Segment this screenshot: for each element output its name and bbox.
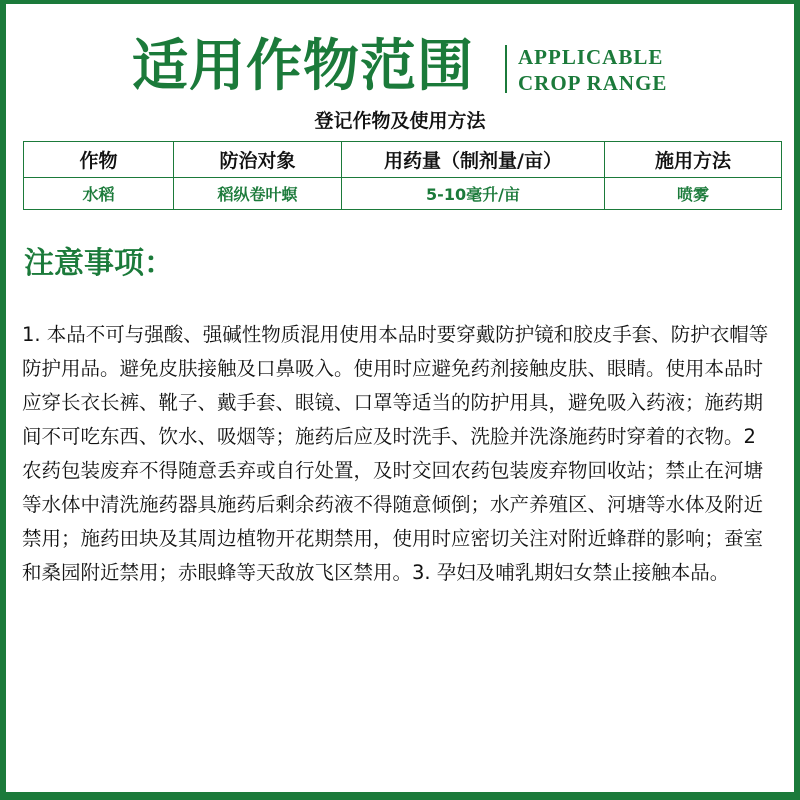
column-header-method: 施用方法	[605, 142, 782, 178]
column-header-crop: 作物	[24, 142, 174, 178]
table-row	[24, 178, 782, 210]
page-title-english	[518, 44, 667, 96]
table-caption: 登记作物及使用方法	[314, 110, 486, 132]
cell-dosage: 5-10毫升/亩	[342, 178, 605, 210]
top-border	[0, 0, 800, 4]
cell-crop: 水稻	[24, 178, 174, 210]
table-header-row	[24, 142, 782, 178]
notice-body: 1. 本品不可与强酸、强碱性物质混用使用本品时要穿戴防护镜和胶皮手套、防护衣帽等防护用品。避免皮肤接触及口鼻吸入。使用时应避免药剂接触皮肤、眼睛。使用本品时应穿长衣长裤、靴子、戴手套、眼镜、口罩等适当的防护用具，避免吸入药液；施药期间不可吃东西、饮水、吸烟等；施药后应及时洗手、洗脸并洗涤施药时穿着的衣物。2 农药包装废弃不得随意丢弃或自行处置，及时交回农药包装废弃物回收站；禁止在河塘等水体中清洗施药器具施药后剩余药液不得随意倾倒；水产养殖区、河塘等水体及附近禁用；施药田块及其周边植物开花期禁用，使用时应密切关注对附近蜂群的影响；蚕室和桑园附近禁用；赤眼蜂等天敌放飞区禁用。3. 孕妇及哺乳期妇女禁止接触本品。	[22, 323, 769, 584]
column-header-target: 防治对象	[174, 142, 342, 178]
crop-usage-table	[23, 141, 782, 210]
cell-method: 喷雾	[605, 178, 782, 210]
title-english-line-1: APPLICABLE	[518, 45, 664, 69]
cell-target: 稻纵卷叶螟	[174, 178, 342, 210]
title-english-line-2: CROP RANGE	[518, 71, 668, 95]
column-header-dosage: 用药量（制剂量/亩）	[342, 142, 605, 178]
page-title: 适用作物范围	[132, 33, 474, 99]
title-divider	[505, 45, 507, 93]
notice-heading: 注意事项：	[24, 246, 174, 281]
